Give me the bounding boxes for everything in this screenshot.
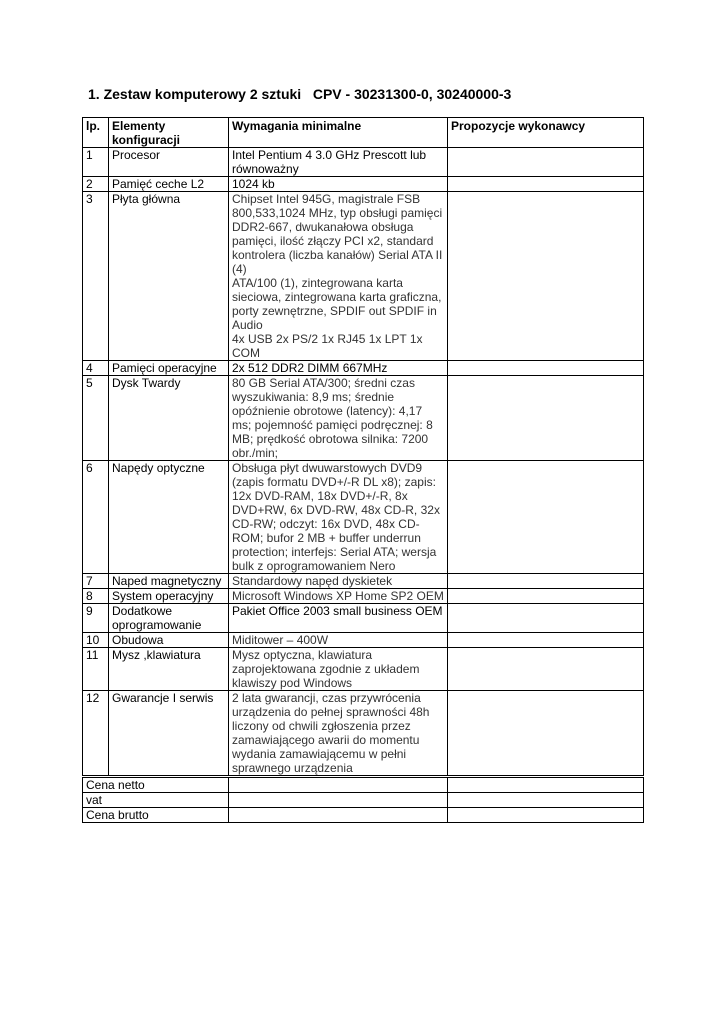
table-row [83, 461, 644, 574]
row-element: System operacyjny [109, 589, 229, 604]
row-lp: 5 [83, 376, 109, 461]
row-element: Mysz ,klawiatura [109, 648, 229, 691]
row-requirement: Microsoft Windows XP Home SP2 OEM [229, 589, 448, 604]
table-header-row [83, 118, 644, 148]
summary-proposal [448, 793, 644, 808]
summary-label: vat [83, 793, 229, 808]
table-row [83, 604, 644, 633]
row-lp: 4 [83, 361, 109, 376]
table-row [83, 574, 644, 589]
row-proposal [448, 148, 644, 177]
header-lp: lp. [83, 118, 109, 148]
row-proposal [448, 192, 644, 361]
row-lp: 2 [83, 177, 109, 192]
summary-value [229, 777, 448, 793]
header-min-requirements: Wymagania minimalne [229, 118, 448, 148]
row-lp: 12 [83, 691, 109, 777]
row-proposal [448, 574, 644, 589]
row-element: Obudowa [109, 633, 229, 648]
summary-proposal [448, 808, 644, 823]
table-row [83, 376, 644, 461]
row-element: Dodatkowe oprogramowanie [109, 604, 229, 633]
row-requirement: Intel Pentium 4 3.0 GHz Prescott lub równoważny [229, 148, 448, 177]
row-requirement: Standardowy napęd dyskietek [229, 574, 448, 589]
row-element: Pamięci operacyjne [109, 361, 229, 376]
row-requirement: Miditower – 400W [229, 633, 448, 648]
row-proposal [448, 691, 644, 777]
table-row [83, 648, 644, 691]
row-lp: 10 [83, 633, 109, 648]
row-proposal [448, 604, 644, 633]
row-requirement: 2 lata gwarancji, czas przywrócenia urządzenia do pełnej sprawności 48h liczony od chwili zgłoszenia przez zamawiającego awarii do momentu wydania zamawiającemu w pełni sprawnego urządzenia [229, 691, 448, 777]
row-lp: 9 [83, 604, 109, 633]
summary-row-net [83, 777, 644, 793]
row-proposal [448, 589, 644, 604]
row-element: Procesor [109, 148, 229, 177]
row-lp: 3 [83, 192, 109, 361]
row-element: Naped magnetyczny [109, 574, 229, 589]
summary-row-gross [83, 808, 644, 823]
row-proposal [448, 648, 644, 691]
row-element: Gwarancje I serwis [109, 691, 229, 777]
table-row [83, 691, 644, 777]
row-proposal [448, 461, 644, 574]
row-requirement: Obsługa płyt dwuwarstowych DVD9 (zapis formatu DVD+/-R DL x8); zapis: 12x DVD-RAM, 18x DVD+/-R, 8x DVD+RW, 6x DVD-RW, 48x CD-R, 32x CD-RW; odczyt: 16x DVD, 48x CD-ROM; bufor 2 MB + buffer underrun protection; interfejs: Serial ATA; wersja bulk z oprogramowaniem Nero [229, 461, 448, 574]
row-lp: 11 [83, 648, 109, 691]
table-row [83, 633, 644, 648]
row-proposal [448, 361, 644, 376]
row-element: Pamięć ceche L2 [109, 177, 229, 192]
summary-row-vat [83, 793, 644, 808]
table-row [83, 589, 644, 604]
table-row [83, 148, 644, 177]
summary-value [229, 793, 448, 808]
summary-label: Cena brutto [83, 808, 229, 823]
row-element: Napędy optyczne [109, 461, 229, 574]
table-row [83, 177, 644, 192]
summary-value [229, 808, 448, 823]
row-lp: 6 [83, 461, 109, 574]
summary-proposal [448, 777, 644, 793]
row-requirement: 80 GB Serial ATA/300; średni czas wyszukiwania: 8,9 ms; średnie opóźnienie obrotowe (latency): 4,17 ms; pojemność pamięci podręcznej: 8 MB; prędkość obrotowa silnika: 7200 obr./min; [229, 376, 448, 461]
row-requirement: 2x 512 DDR2 DIMM 667MHz [229, 361, 448, 376]
row-element: Dysk Twardy [109, 376, 229, 461]
document-title: 1. Zestaw komputerowy 2 sztuki CPV - 30231300-0, 30240000-3 [88, 86, 512, 102]
row-lp: 7 [83, 574, 109, 589]
row-lp: 8 [83, 589, 109, 604]
row-requirement: Chipset Intel 945G, magistrale FSB 800,533,1024 MHz, typ obsługi pamięci DDR2-667, dwukanałowa obsługa pamięci, ilość złączy PCI x2, standard kontrolera (liczba kanałów) Serial ATA II (4) ATA/100 (1), zintegrowana karta sieciowa, zintegrowana karta graficzna, porty zewnętrzne, SPDIF out SPDIF in Audio 4x USB 2x PS/2 1x RJ45 1x LPT 1x COM [229, 192, 448, 361]
row-proposal [448, 376, 644, 461]
row-element: Płyta główna [109, 192, 229, 361]
row-requirement: 1024 kb [229, 177, 448, 192]
header-contractor-proposal: Propozycje wykonawcy [448, 118, 644, 148]
table-row [83, 192, 644, 361]
row-requirement: Pakiet Office 2003 small business OEM [229, 604, 448, 633]
table-row [83, 361, 644, 376]
row-proposal [448, 177, 644, 192]
summary-label: Cena netto [83, 777, 229, 793]
header-element: Elementy konfiguracji [109, 118, 229, 148]
row-lp: 1 [83, 148, 109, 177]
row-proposal [448, 633, 644, 648]
specification-table [82, 117, 644, 823]
row-requirement: Mysz optyczna, klawiatura zaprojektowana zgodnie z układem klawiszy pod Windows [229, 648, 448, 691]
